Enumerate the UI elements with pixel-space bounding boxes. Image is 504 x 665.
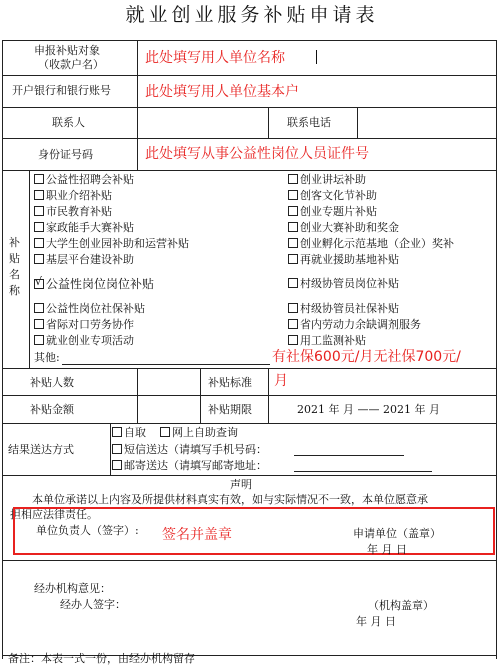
table-top-border — [2, 40, 496, 41]
subsidy-type-char: 贴 — [9, 252, 20, 265]
table-right-border — [496, 40, 497, 659]
delivery-option-label: 邮寄送达（请填写邮寄地址： — [124, 459, 267, 472]
count-label: 补贴人数 — [30, 376, 74, 389]
checkbox[interactable] — [112, 444, 122, 454]
delivery-option-label: 短信送达（请填写手机号码： — [124, 443, 267, 456]
checkbox[interactable] — [34, 303, 44, 313]
delivery-option-sms[interactable] — [112, 444, 267, 455]
footer-note: 备注：本表一式一份，由经办机构留存 — [8, 652, 195, 665]
subsidy-option[interactable] — [288, 254, 399, 265]
col-line — [200, 368, 201, 423]
standard-label: 补贴标准 — [208, 376, 252, 389]
subsidy-option-label: 省内劳动力余缺调剂服务 — [300, 318, 421, 331]
row-line — [2, 368, 496, 369]
subsidy-option-label: 创业讲坛补助 — [300, 173, 366, 186]
delivery-option-label: 自取 — [124, 426, 146, 439]
subsidy-option[interactable] — [288, 335, 366, 346]
table-left-border — [2, 40, 3, 659]
checkbox[interactable] — [288, 319, 298, 329]
checkbox[interactable] — [34, 254, 44, 264]
col-line — [29, 170, 30, 368]
bank-value[interactable]: 此处填写用人单位基本户 — [145, 84, 299, 100]
subsidy-option[interactable] — [34, 222, 134, 233]
checkbox[interactable] — [288, 278, 298, 288]
form-title: 就业创业服务补贴申请表 — [125, 4, 379, 26]
subsidy-option[interactable] — [288, 222, 399, 233]
col-line — [137, 368, 138, 423]
principal-label: 单位负责人（签字）: — [36, 524, 139, 537]
subsidy-option[interactable] — [288, 319, 421, 330]
delivery-option-label: 网上自助查询 — [172, 426, 238, 439]
subsidy-option-label: 创业大赛补助和奖金 — [300, 221, 399, 234]
text-cursor — [316, 50, 317, 64]
other-input-line[interactable] — [62, 354, 270, 365]
subsidy-option-label: 村级协管员社保补贴 — [300, 302, 399, 315]
checkbox[interactable] — [34, 174, 44, 184]
phone-label: 联系电话 — [287, 116, 331, 129]
subsidy-option-label: 公益性岗位社保补贴 — [46, 302, 145, 315]
subsidy-option-label: 用工监测补贴 — [300, 334, 366, 347]
subsidy-option-label: 省际对口劳务协作 — [46, 318, 134, 331]
checkbox[interactable] — [288, 222, 298, 232]
subsidy-option[interactable] — [34, 335, 134, 346]
row-line — [2, 107, 496, 108]
checkbox[interactable] — [34, 190, 44, 200]
col-line — [268, 368, 269, 423]
subsidy-option[interactable] — [288, 174, 366, 185]
checkbox-checked[interactable] — [34, 279, 44, 289]
amount-label: 补贴金额 — [30, 403, 74, 416]
checkbox[interactable] — [288, 206, 298, 216]
checkbox[interactable] — [34, 238, 44, 248]
col-line — [110, 423, 111, 475]
checkbox[interactable] — [288, 238, 298, 248]
subsidy-option-label: 就业创业专项活动 — [46, 334, 134, 347]
address-input-line[interactable] — [294, 461, 432, 472]
row-line — [2, 170, 496, 171]
subsidy-option-label: 市民教育补贴 — [46, 205, 112, 218]
row-line — [2, 395, 496, 396]
subsidy-option-selected[interactable] — [34, 278, 154, 290]
period-label: 补贴期限 — [208, 403, 252, 416]
subsidy-option-label: 再就业援助基地补贴 — [300, 253, 399, 266]
subsidy-option[interactable] — [288, 206, 377, 217]
other-note: 有社保600元/月无社保700元/ — [272, 349, 461, 365]
subsidy-option[interactable] — [288, 238, 454, 249]
agency-date: 年 月 日 — [356, 615, 396, 628]
subsidy-option[interactable] — [34, 254, 134, 265]
subsidy-option-label: 公益性岗位岗位补贴 — [46, 277, 155, 291]
row-line — [2, 75, 496, 76]
row-line — [2, 138, 496, 139]
subsidy-option-label: 村级协管员岗位补贴 — [300, 277, 399, 290]
checkbox[interactable] — [288, 254, 298, 264]
subsidy-option-label: 大学生创业园补助和运营补贴 — [46, 237, 189, 250]
delivery-option-pickup[interactable] — [112, 427, 146, 438]
subsidy-option[interactable] — [34, 303, 145, 314]
checkbox[interactable] — [288, 190, 298, 200]
subsidy-option[interactable] — [34, 190, 112, 201]
subsidy-option[interactable] — [34, 319, 134, 330]
checkbox[interactable] — [34, 222, 44, 232]
subsidy-type-char: 补 — [9, 236, 20, 249]
delivery-label: 结果送达方式 — [8, 443, 74, 456]
agency-opinion-label: 经办机构意见： — [34, 582, 111, 595]
subsidy-option[interactable] — [34, 174, 134, 185]
subsidy-option-label: 创客文化节补助 — [300, 189, 377, 202]
col-line — [268, 107, 269, 138]
row-line — [2, 475, 496, 476]
subsidy-option[interactable] — [288, 303, 399, 314]
row-line — [2, 423, 496, 424]
col-line — [137, 40, 138, 170]
applicant-seal-label: 申请单位（盖章） — [353, 527, 441, 540]
subsidy-option[interactable] — [288, 190, 377, 201]
period-value: 2021 年 月 —— 2021 年 月 — [297, 403, 440, 416]
declaration-heading: 声明 — [230, 478, 252, 491]
subsidy-option-label: 创业专题片补贴 — [300, 205, 377, 218]
subsidy-option-label: 公益性招聘会补贴 — [46, 173, 134, 186]
delivery-option-online[interactable] — [160, 427, 238, 438]
declaration-text: 本单位承诺以上内容及所提供材料真实有效，如与实际情况不一致，本单位愿意承 — [32, 493, 428, 506]
id-label: 身份证号码 — [38, 148, 93, 161]
checkbox[interactable] — [288, 174, 298, 184]
phone-input-line[interactable] — [294, 445, 404, 456]
checkbox[interactable] — [112, 460, 122, 470]
id-value[interactable]: 此处填写从事公益性岗位人员证件号 — [145, 146, 369, 162]
subsidy-option[interactable] — [34, 238, 189, 249]
declaration-date: 年 月 日 — [367, 543, 407, 556]
sign-note: 签名并盖章 — [162, 527, 232, 543]
checkbox[interactable] — [160, 427, 170, 437]
subsidy-type-char: 名 — [9, 268, 20, 281]
agency-handler-label: 经办人签字： — [60, 598, 126, 611]
delivery-option-mail[interactable] — [112, 460, 267, 471]
checkbox[interactable] — [34, 206, 44, 216]
agency-seal-label: （机构盖章） — [368, 599, 434, 612]
checkbox[interactable] — [34, 335, 44, 345]
col-line — [357, 107, 358, 138]
subsidy-option-label: 家政能手大赛补贴 — [46, 221, 134, 234]
subsidy-option-label: 基层平台建设补助 — [46, 253, 134, 266]
row-line — [2, 560, 496, 561]
subsidy-option-label: 职业介绍补贴 — [46, 189, 112, 202]
contact-label: 联系人 — [52, 116, 85, 129]
bank-label: 开户银行和银行账号 — [12, 84, 111, 97]
applicant-value[interactable]: 此处填写用人单位名称 — [145, 50, 285, 66]
checkbox[interactable] — [34, 319, 44, 329]
subsidy-option-label: 创业孵化示范基地（企业）奖补 — [300, 237, 454, 250]
declaration-text: 担相应法律责任。 — [10, 508, 98, 521]
checkbox[interactable] — [112, 427, 122, 437]
checkbox[interactable] — [288, 335, 298, 345]
subsidy-option[interactable] — [288, 278, 399, 289]
other-label: 其他: — [34, 351, 60, 364]
standard-value[interactable]: 月 — [274, 373, 288, 389]
applicant-label-sub: （收款户名） — [38, 58, 104, 71]
subsidy-type-char: 称 — [9, 284, 20, 297]
subsidy-option[interactable] — [34, 206, 112, 217]
applicant-label: 申报补贴对象 — [34, 44, 100, 57]
checkbox[interactable] — [288, 303, 298, 313]
